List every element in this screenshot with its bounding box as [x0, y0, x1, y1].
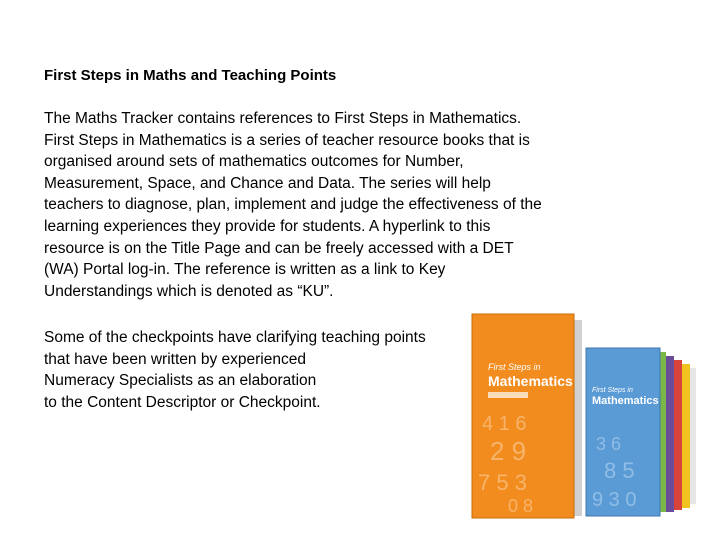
back-cover-line1: First Steps in — [592, 387, 633, 394]
svg-text:8 5: 8 5 — [604, 458, 635, 483]
paragraph-line: (WA) Portal log-in. The reference is written as a link to Key — [44, 261, 446, 279]
paragraph-line: Some of the checkpoints have clarifying teaching points — [44, 329, 426, 346]
paragraph-line: that have been written by experienced — [44, 350, 306, 368]
svg-text:2 9: 2 9 — [490, 436, 527, 466]
paragraph-line: resource is on the Title Page and can be freely accessed with a DET — [44, 239, 514, 257]
svg-text:4 1 6: 4 1 6 — [482, 413, 527, 435]
intro-paragraph — [44, 108, 644, 302]
teaching-points-paragraph — [44, 327, 514, 413]
front-cover-line1: First Steps in — [488, 362, 541, 372]
back-book — [586, 348, 696, 516]
paragraph-line: Measurement, Space, and Chance and Data. The series will help — [44, 174, 491, 192]
paragraph-line: First Steps in Mathematics is a series of teacher resource books that is — [44, 131, 530, 149]
front-cover-line2: Mathematics — [488, 373, 573, 389]
page-title: First Steps in Maths and Teaching Points — [44, 67, 337, 84]
paragraph-line: organised around sets of mathematics outcomes for Number, — [44, 153, 464, 171]
svg-text:3 6: 3 6 — [596, 434, 622, 454]
paragraph-line: to the Content Descriptor or Checkpoint. — [44, 393, 321, 411]
paragraph-line: Numeracy Specialists as an elaboration — [44, 372, 317, 390]
paragraph-line: learning experiences they provide for students. A hyperlink to this — [44, 217, 491, 235]
paragraph-line: The Maths Tracker contains references to First Steps in Mathematics. — [44, 110, 522, 127]
svg-text:9 3 0: 9 3 0 — [592, 489, 637, 511]
paragraph-line: Understandings which is denoted as “KU”. — [44, 282, 334, 300]
svg-text:7 5 3: 7 5 3 — [478, 470, 527, 495]
paragraph-line: teachers to diagnose, plan, implement and judge the effectiveness of the — [44, 196, 542, 214]
svg-text:0 8: 0 8 — [508, 496, 534, 516]
book-covers-image — [468, 300, 712, 522]
back-cover-line2: Mathematics — [592, 395, 659, 407]
front-book — [472, 314, 582, 518]
